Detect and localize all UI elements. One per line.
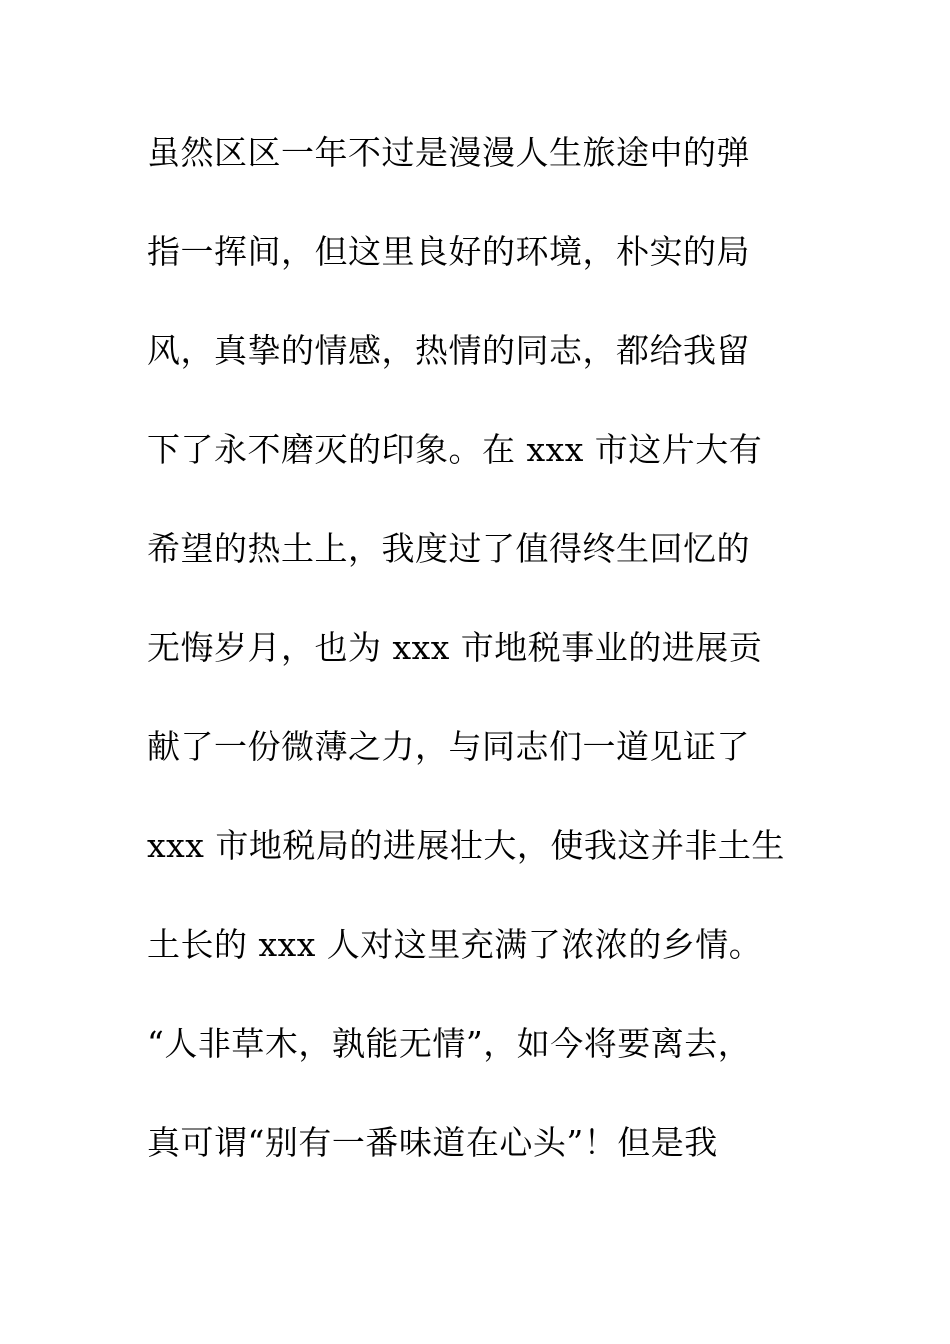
- body-text: [147, 120, 827, 1209]
- text-line: “人非草木，孰能无情”，如今将要离去，: [147, 1024, 752, 1063]
- text-line: 风，真挚的情感，热情的同志，都给我留: [147, 331, 750, 370]
- text-line: 希望的热土上，我度过了值得终生回忆的: [147, 529, 750, 568]
- text-line: 虽然区区一年不过是漫漫人生旅途中的弹: [147, 133, 750, 172]
- text-line: 指一挥间，但这里良好的环境，朴实的局: [147, 232, 750, 271]
- text-line: xxx 市地税局的进展壮大，使我这并非土生: [147, 826, 785, 865]
- text-line: 无悔岁月，也为 xxx 市地税事业的进展贡: [147, 628, 763, 667]
- text-line: 下了永不磨灭的印象。在 xxx 市这片大有: [147, 430, 763, 469]
- text-line: 献了一份微薄之力，与同志们一道见证了: [147, 727, 750, 766]
- text-line: 土长的 xxx 人对这里充满了浓浓的乡情。: [147, 925, 763, 964]
- text-line: 真可谓“别有一番味道在心头”！但是我: [147, 1123, 718, 1162]
